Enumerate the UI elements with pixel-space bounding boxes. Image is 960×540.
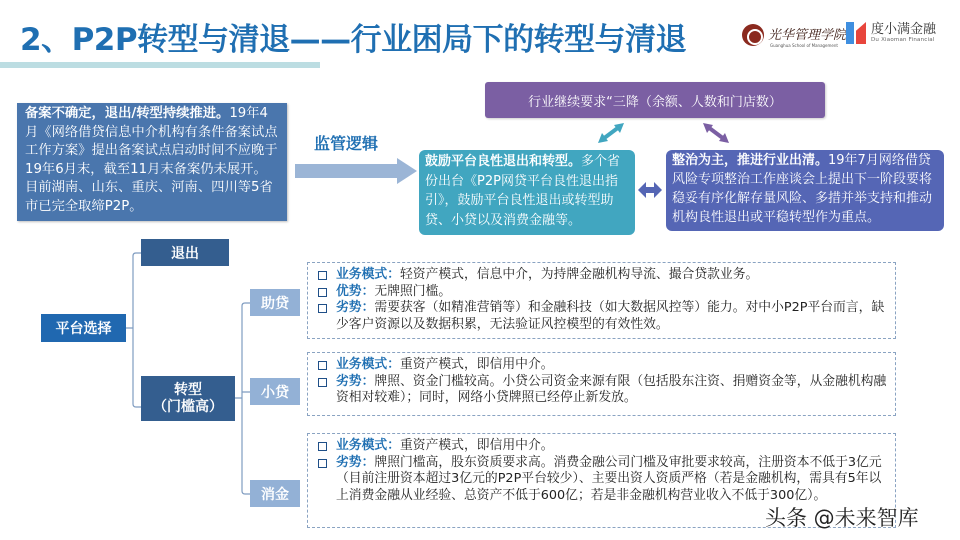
checkbox-bullet-icon bbox=[318, 361, 327, 370]
encourage-exit-text: 多个省份出台《P2P网贷平台良性退出指引》，鼓励平台良性退出或转型助贷、小贷以及消费金融等。 bbox=[425, 154, 621, 228]
list-item: 优势：无牌照门槛。 bbox=[316, 284, 887, 301]
three-reductions-box: 行业继续要求“三降（余额、人数和门店数） bbox=[485, 82, 825, 118]
xiaodai-details bbox=[307, 352, 896, 416]
rectification-heading: 整治为主，推进行业出清。 bbox=[672, 153, 829, 168]
checkbox-bullet-icon bbox=[318, 271, 327, 280]
checkbox-bullet-icon bbox=[318, 304, 327, 313]
tree-node-zhudai: 助贷 bbox=[250, 289, 300, 316]
page-title: 2、P2P转型与清退——行业困局下的转型与清退 bbox=[20, 22, 687, 58]
tree-node-xiaojin: 消金 bbox=[250, 480, 300, 507]
list-item: 劣势：牌照门槛高，股东资质要求高。消费金融公司门槛及审批要求较高，注册资本不低于3亿元（目前注册资本超过3亿元的P2P平台较少）、主要出资人资质严格（若是金融机构，需具有5年以上消费金融从业经验、总资产不低于600亿；若是非金融机构营业收入不低于300亿）。 bbox=[316, 455, 887, 505]
tree-node-transform-sublabel: （门槛高） bbox=[153, 398, 223, 415]
filing-status-text: 19年4月《网络借贷信息中介机构有条件备案试点工作方案》提出备案试点启动时间不应晚于19年6月末，截至11月末备案仍未展开。目前湖南、山东、重庆、河南、四川等5省市已完全取缔P2P。 bbox=[25, 106, 278, 214]
checkbox-bullet-icon bbox=[318, 459, 327, 468]
checkbox-bullet-icon bbox=[318, 288, 327, 297]
regulation-logic-label: 监管逻辑 bbox=[314, 134, 379, 153]
logo-guanghua-subtext: Guanghua School of Management bbox=[770, 43, 838, 48]
rectification-text: 19年7月网络借贷风险专项整治工作座谈会上提出下一阶段要将稳妥有序化解存量风险、多措并举支持和推动机构良性退出或平稳转型作为重点。 bbox=[672, 153, 933, 225]
checkbox-bullet-icon bbox=[318, 378, 327, 387]
tree-node-platform-choice: 平台选择 bbox=[41, 314, 126, 342]
logo-guanghua-text: 光华管理学院 bbox=[768, 27, 847, 43]
logo-du-xiaoman-text: 度小满金融 bbox=[871, 22, 937, 37]
watermark: 头条 @未来智库 bbox=[765, 506, 919, 530]
list-item: 业务模式：轻资产模式，信息中介，为持牌金融机构导流、撮合贷款业务。 bbox=[316, 267, 887, 284]
tree-node-transform-label: 转型 bbox=[174, 381, 202, 398]
tree-node-exit: 退出 bbox=[141, 239, 229, 266]
tree-node-transform bbox=[141, 376, 235, 421]
tree-node-xiaodai: 小贷 bbox=[250, 378, 300, 405]
encourage-exit-heading: 鼓励平台良性退出和转型。 bbox=[425, 154, 582, 169]
list-item: 业务模式：重资产模式，即信用中介。 bbox=[316, 357, 887, 374]
zhudai-details bbox=[307, 262, 896, 339]
list-item: 劣势：牌照、资金门槛较高。小贷公司资金来源有限（包括股东注资、捐赠资金等，从金融机构融资相对较难）；同时，网络小贷牌照已经停止新发放。 bbox=[316, 374, 887, 407]
checkbox-bullet-icon bbox=[318, 442, 327, 451]
logo-du-xiaoman-subtext: Du Xiaoman Financial bbox=[871, 37, 935, 43]
filing-status-heading: 备案不确定，退出/转型持续推进。 bbox=[25, 106, 230, 121]
list-item: 业务模式：重资产模式，即信用中介。 bbox=[316, 438, 887, 455]
list-item: 劣势：需要获客（如精准营销等）和金融科技（如大数据风控等）能力。对中小P2P平台而言，缺少客户资源以及数据积累，无法验证风控模型的有效性效。 bbox=[316, 300, 887, 333]
